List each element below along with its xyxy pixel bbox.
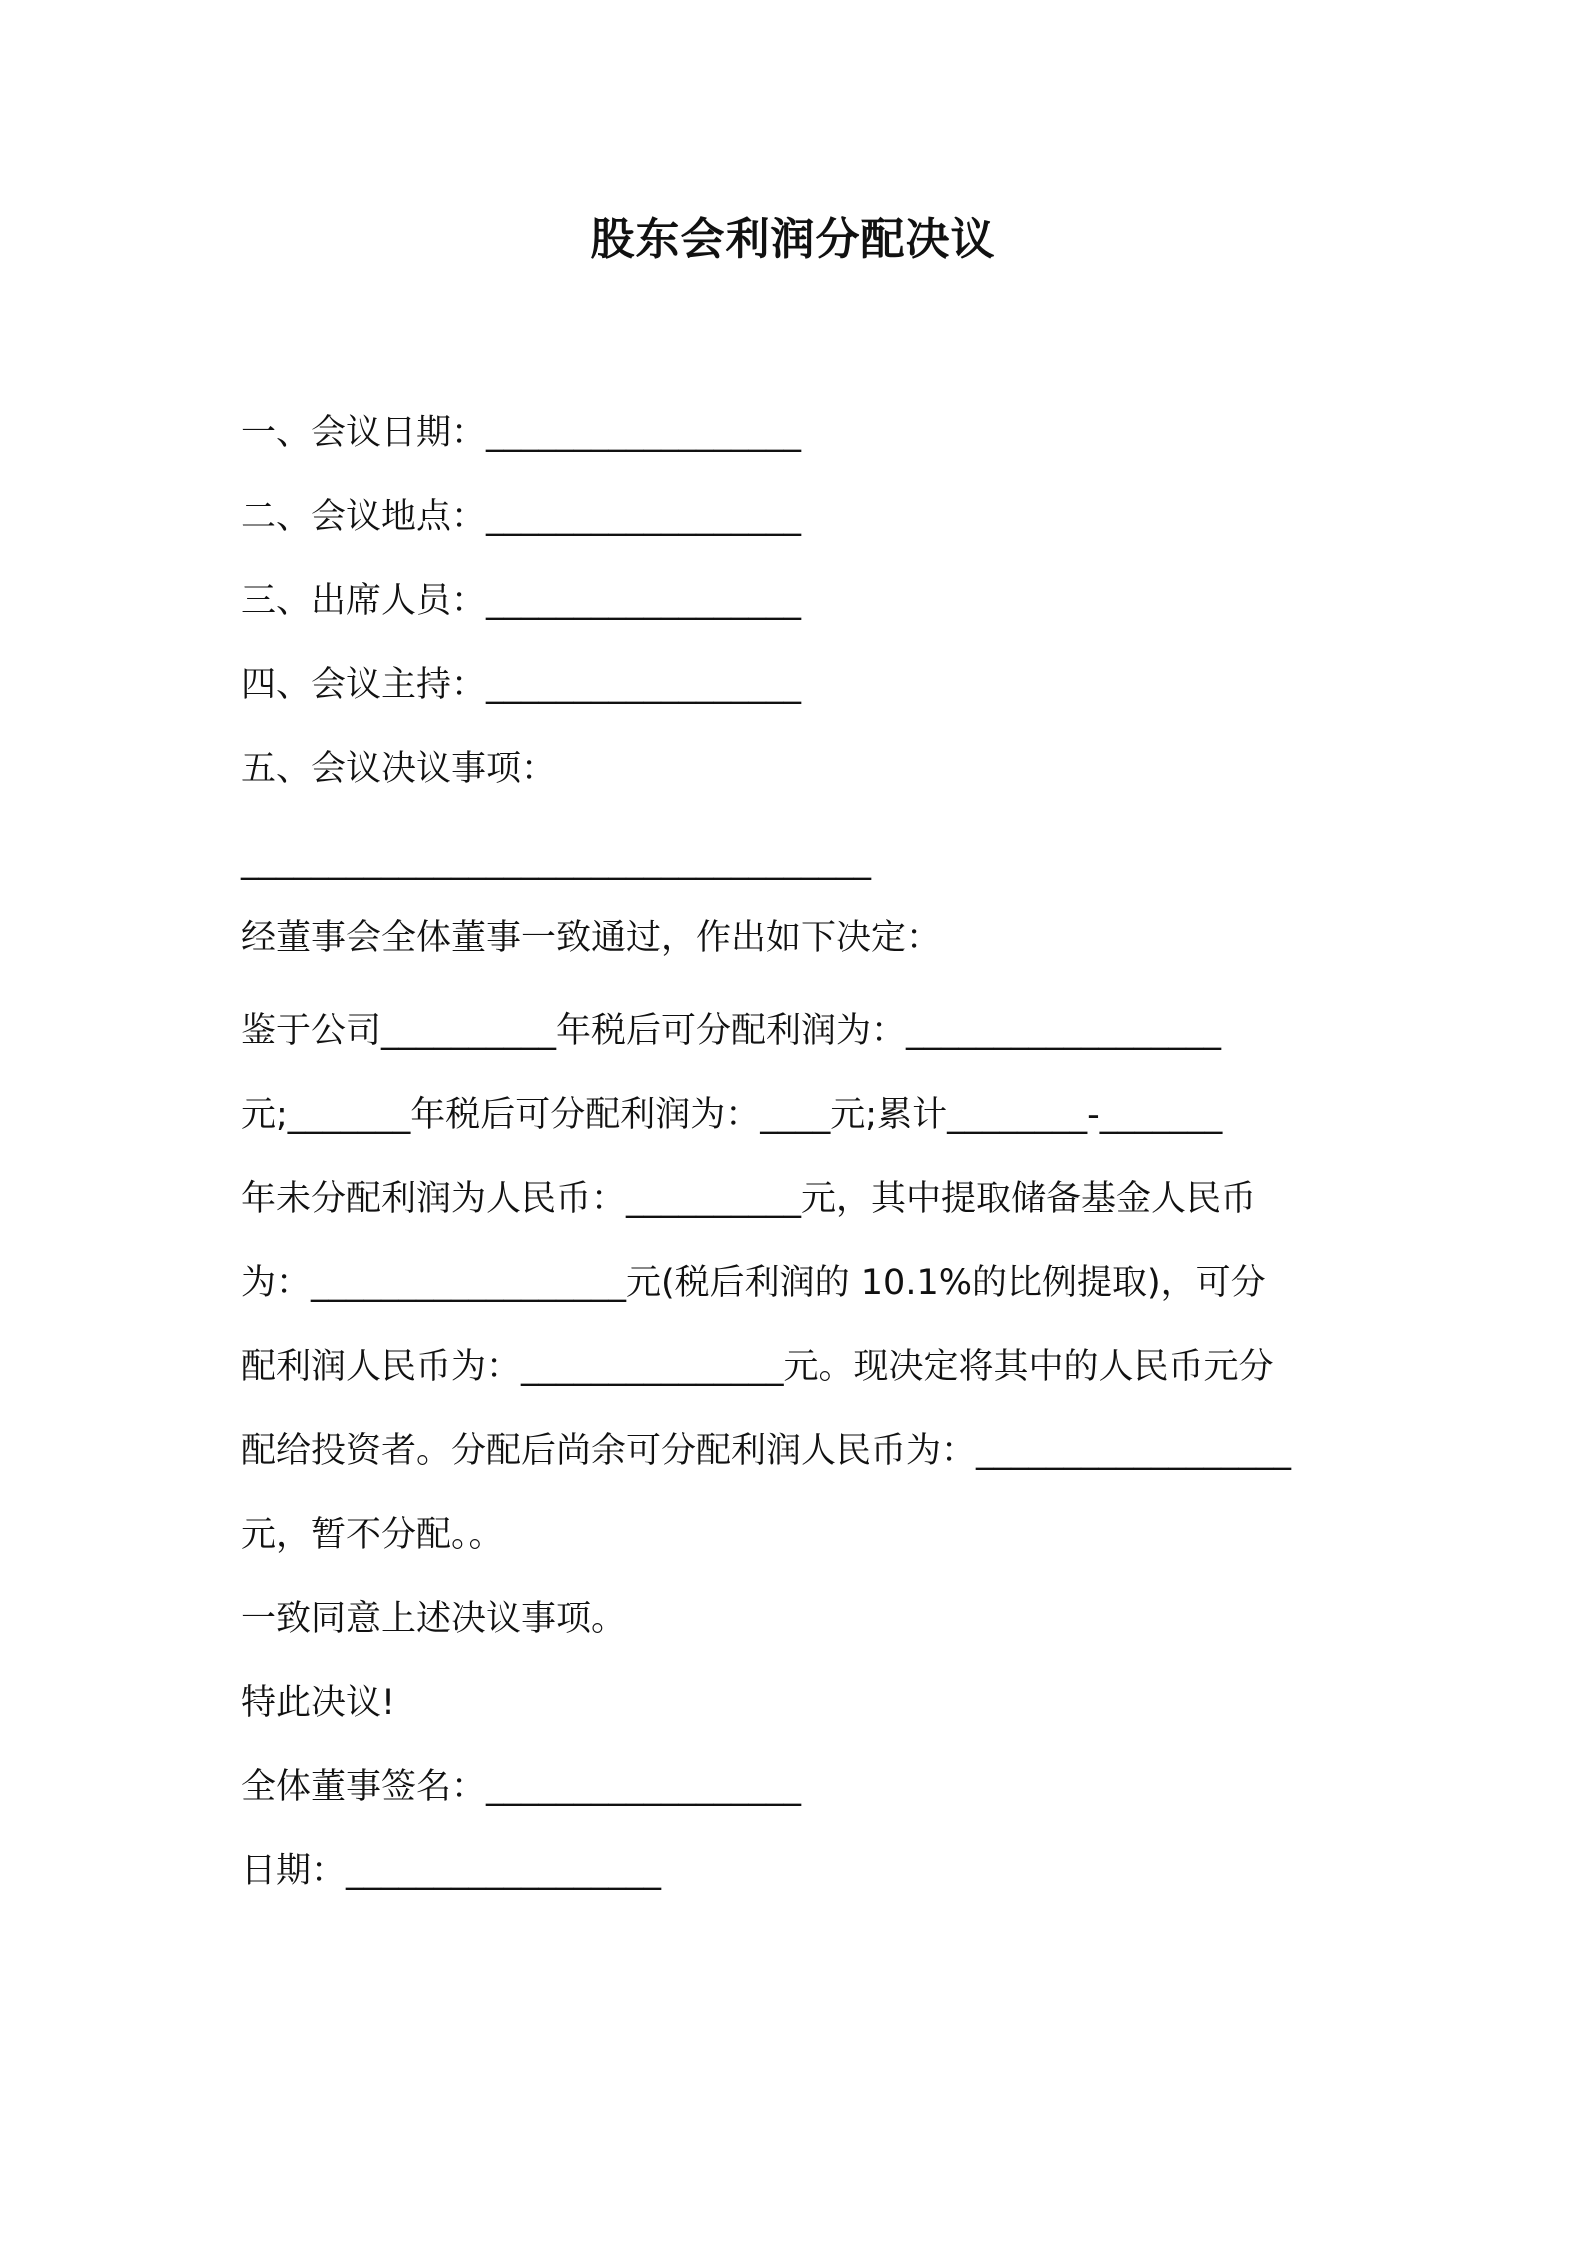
- agree-line: 一致同意上述决议事项。: [241, 1599, 627, 1639]
- body-line-6: 配给投资者。分配后尚余可分配利润人民币为：__________________: [241, 1431, 1292, 1471]
- body-line-7: 元，暂不分配。。: [241, 1515, 504, 1555]
- meeting-date-line: 一、会议日期：__________________: [241, 413, 802, 453]
- meeting-host-line: 四、会议主持：__________________: [241, 665, 802, 705]
- body-line-4: 为：__________________元(税后利润的 10.1%的比例提取)，可分: [241, 1263, 1266, 1303]
- document-title: 股东会利润分配决议: [590, 214, 996, 265]
- body-line-2: 元;_______年税后可分配利润为：____元;累计________-_______: [241, 1095, 1223, 1135]
- resolution-blank-line: ____________________________________: [241, 841, 871, 881]
- resolution-items-heading: 五、会议决议事项：: [241, 749, 557, 789]
- body-line-5: 配利润人民币为：_______________元。现决定将其中的人民币元分: [241, 1347, 1274, 1387]
- intro-paragraph: 经董事会全体董事一致通过，作出如下决定：: [241, 918, 942, 958]
- body-line-3: 年未分配利润为人民币：__________元，其中提取储备基金人民币: [241, 1179, 1257, 1219]
- date-line: 日期：__________________: [241, 1851, 662, 1891]
- signature-line: 全体董事签名：__________________: [241, 1767, 802, 1807]
- meeting-location-line: 二、会议地点：__________________: [241, 497, 802, 537]
- hereby-line: 特此决议!: [241, 1683, 396, 1723]
- body-line-1: 鉴于公司__________年税后可分配利润为：__________________: [241, 1011, 1222, 1051]
- attendees-line: 三、出席人员：__________________: [241, 581, 802, 621]
